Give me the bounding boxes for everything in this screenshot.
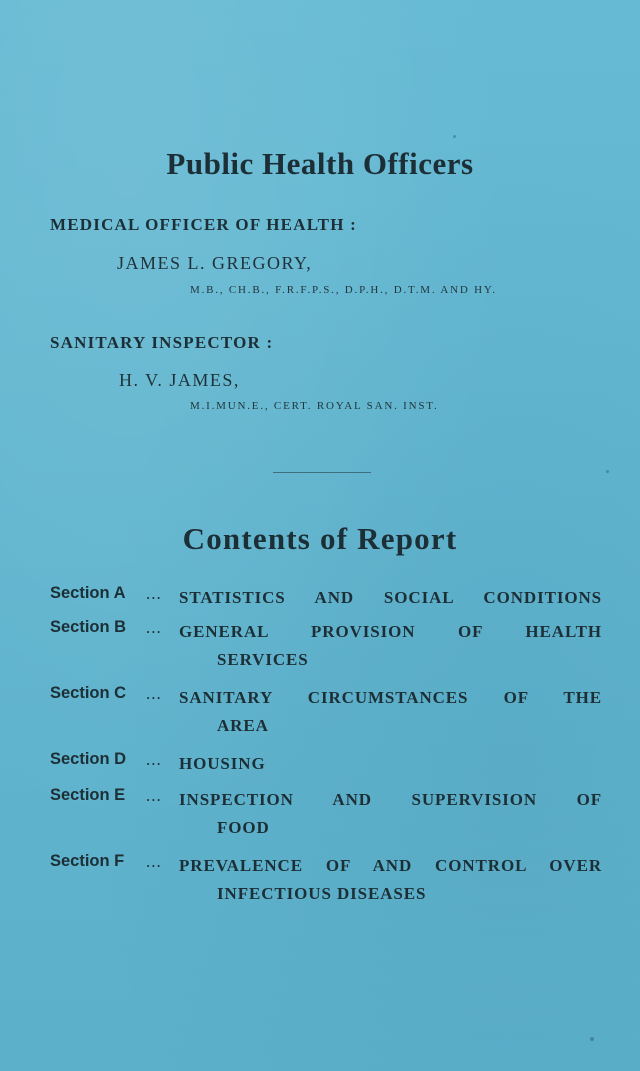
medical-officer-heading: MEDICAL OFFICER OF HEALTH : [50, 215, 357, 234]
section-label: Section E [50, 786, 126, 804]
medical-officer-name: JAMES L. GREGORY, [117, 253, 313, 273]
section-label: Section F [50, 852, 125, 870]
paper-speck [590, 1037, 594, 1041]
section-label: Section A [50, 584, 126, 602]
section-title [179, 584, 602, 612]
leader-dots: ... [146, 852, 162, 871]
public-health-officers-title: Public Health Officers [166, 146, 474, 181]
section-title-line: SANITARY CIRCUMSTANCES OF THE [179, 688, 602, 707]
contents-item-section-e [50, 786, 602, 842]
contents-item-section-b [50, 618, 602, 674]
sanitary-inspector-name: H. V. JAMES, [119, 370, 240, 390]
section-title-line: GENERAL PROVISION OF HEALTH [179, 622, 602, 641]
section-title [179, 618, 602, 674]
section-title [179, 750, 602, 778]
section-label: Section D [50, 750, 127, 768]
contents-item-section-a [50, 584, 602, 612]
section-label: Section C [50, 684, 127, 702]
section-divider [273, 472, 371, 473]
leader-dots: ... [146, 618, 162, 637]
contents-item-section-c [50, 684, 602, 740]
section-title-line: SERVICES [217, 650, 309, 669]
section-label: Section B [50, 618, 127, 636]
section-title-line: INFECTIOUS DISEASES [217, 884, 427, 903]
section-title-line: HOUSING [179, 754, 266, 773]
section-title-line: AREA [217, 716, 269, 735]
sanitary-inspector-heading: SANITARY INSPECTOR : [50, 333, 274, 352]
section-title [179, 852, 602, 908]
section-title [179, 786, 602, 842]
contents-of-report-title: Contents of Report [182, 521, 458, 556]
section-title-line: STATISTICS AND SOCIAL CONDITIONS [179, 588, 602, 607]
contents-item-section-f [50, 852, 602, 908]
paper-speck [453, 135, 456, 138]
leader-dots: ... [146, 684, 162, 703]
leader-dots: ... [146, 584, 162, 603]
section-title-line: FOOD [217, 818, 270, 837]
leader-dots: ... [146, 786, 162, 805]
section-title-line: INSPECTION AND SUPERVISION OF [179, 790, 602, 809]
contents-item-section-d [50, 750, 602, 778]
leader-dots: ... [146, 750, 162, 769]
sanitary-inspector-qualifications: M.I.MUN.E., CERT. ROYAL SAN. INST. [190, 400, 439, 412]
medical-officer-qualifications: M.B., CH.B., F.R.F.P.S., D.P.H., D.T.M. AND HY. [190, 284, 497, 296]
section-title-line: PREVALENCE OF AND CONTROL OVER [179, 856, 602, 875]
paper-speck [606, 470, 609, 473]
section-title [179, 684, 602, 740]
